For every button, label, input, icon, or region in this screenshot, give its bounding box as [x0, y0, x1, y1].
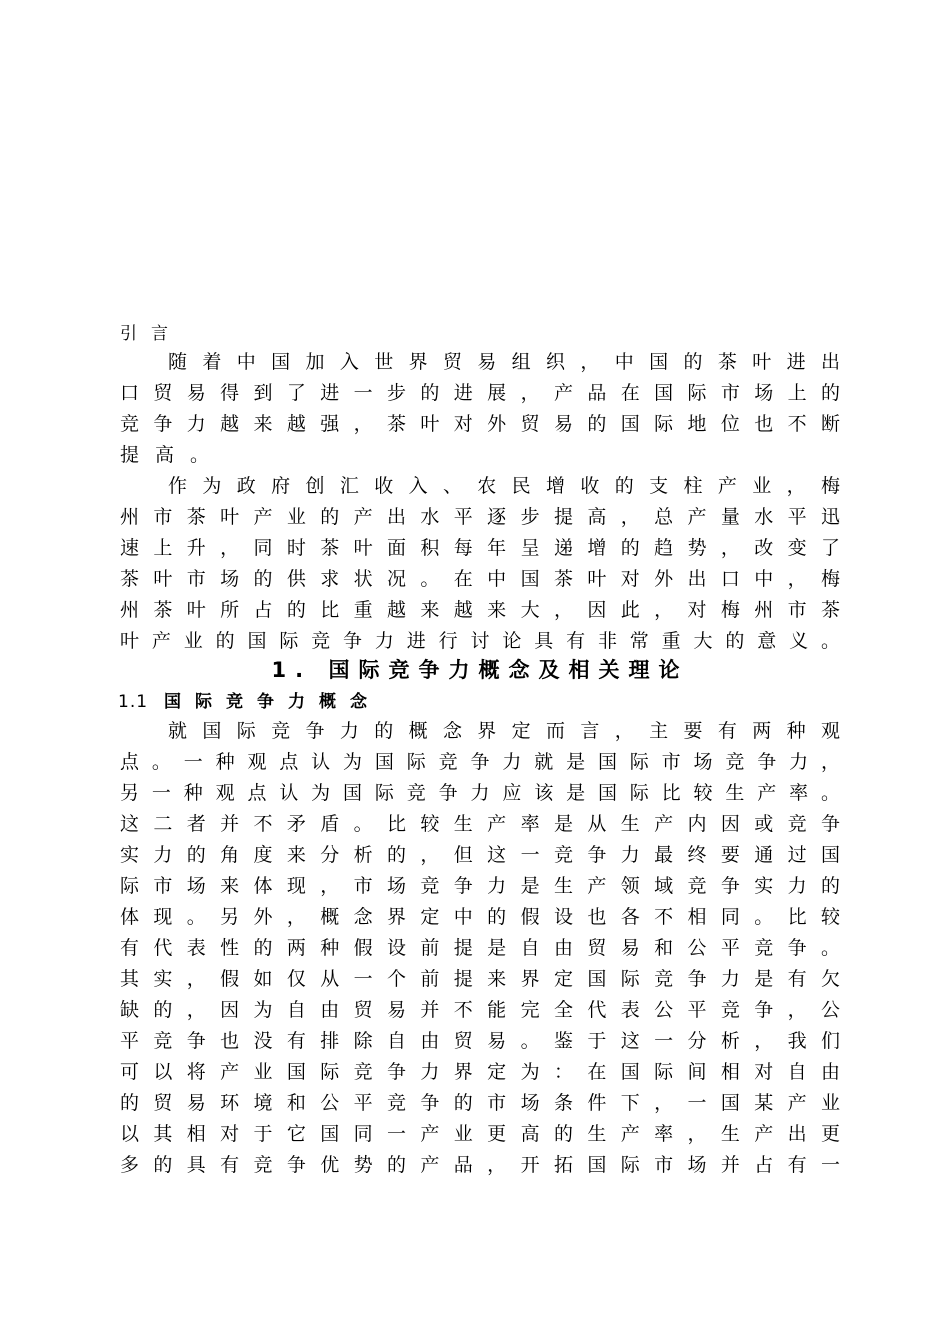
intro-p2-line-6: 叶产业的国际竞争力进行讨论具有非常重大的意义。: [120, 630, 840, 652]
s1-p1-line-13: 的贸易环境和公平竞争的市场条件下，一国某产业: [120, 1092, 840, 1114]
intro-p1-line-3: 竞争力越来越强，茶叶对外贸易的国际地位也不断: [120, 413, 840, 435]
s1-p1-line-4: 这二者并不矛盾。比较生产率是从生产内因或竞争: [120, 813, 840, 835]
intro-p1-line-4: 提高。: [120, 444, 226, 466]
s1-p1-line-14: 以其相对于它国同一产业更高的生产率，生产出更: [120, 1123, 840, 1145]
s1-p1-line-7: 体现。另外，概念界定中的假设也各不相同。比较: [120, 906, 840, 928]
intro-p2-line-2: 州市茶叶产业的产出水平逐步提高，总产量水平迅: [120, 506, 840, 528]
intro-label: 引言: [120, 324, 182, 344]
intro-p2-line-3: 速上升，同时茶叶面积每年呈递增的趋势，改变了: [120, 537, 840, 559]
intro-p2-line-1: 作为政府创汇收入、农民增收的支柱产业，梅: [168, 475, 840, 497]
subsection-title: 国际竞争力概念: [164, 692, 382, 712]
intro-p2-line-4: 茶叶市场的供求状况。在中国茶叶对外出口中，梅: [120, 568, 840, 590]
subsection-heading: [118, 690, 381, 714]
s1-p1-line-6: 际市场来体现，市场竞争力是生产领域竞争实力的: [120, 875, 840, 897]
intro-p1-line-2: 口贸易得到了进一步的进展，产品在国际市场上的: [120, 382, 840, 404]
s1-p1-line-12: 可以将产业国际竞争力界定为：在国际间相对自由: [120, 1061, 840, 1083]
s1-p1-line-11: 平竞争也没有排除自由贸易。鉴于这一分析，我们: [120, 1030, 840, 1052]
subsection-number: 1.1: [118, 692, 149, 712]
s1-p1-line-10: 缺的，因为自由贸易并不能完全代表公平竞争，公: [120, 999, 840, 1021]
section-heading: 1. 国际竞争力概念及相关理论: [271, 658, 689, 682]
s1-p1-line-3: 另一种观点认为国际竞争力应该是国际比较生产率。: [120, 782, 840, 804]
intro-p1-line-1: 随着中国加入世界贸易组织，中国的茶叶进出: [168, 351, 840, 373]
s1-p1-line-15: 多的具有竞争优势的产品，开拓国际市场并占有一: [120, 1154, 840, 1176]
s1-p1-line-5: 实力的角度来分析的，但这一竞争力最终要通过国: [120, 844, 840, 866]
s1-p1-line-9: 其实，假如仅从一个前提来界定国际竞争力是有欠: [120, 968, 840, 990]
s1-p1-line-2: 点。一种观点认为国际竞争力就是国际市场竞争力，: [120, 751, 840, 773]
s1-p1-line-8: 有代表性的两种假设前提是自由贸易和公平竞争。: [120, 937, 840, 959]
intro-p2-line-5: 州茶叶所占的比重越来越来大，因此，对梅州市茶: [120, 599, 840, 621]
s1-p1-line-1: 就国际竞争力的概念界定而言，主要有两种观: [168, 720, 840, 742]
